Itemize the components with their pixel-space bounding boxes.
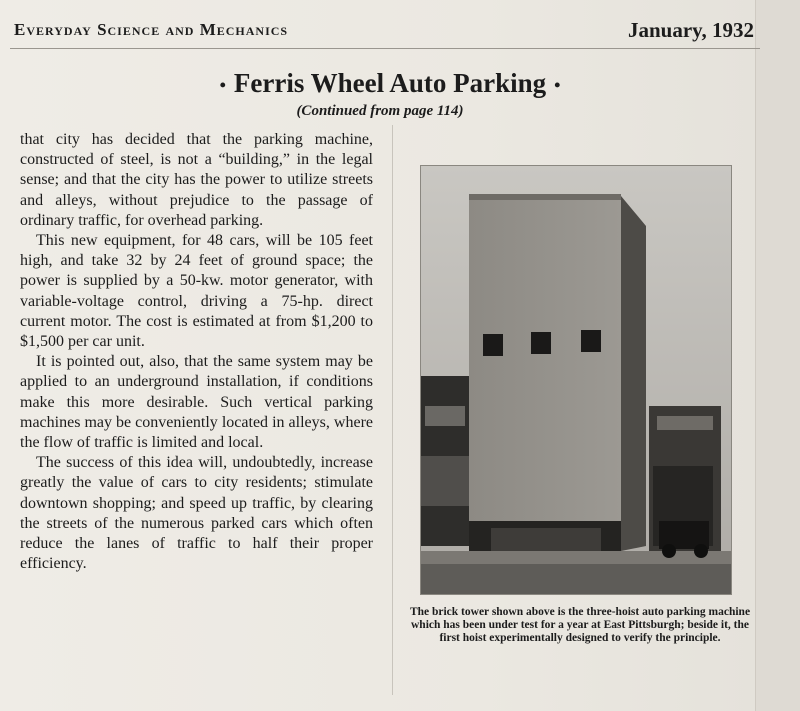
- paragraph-3: It is pointed out, also, that the same system may be applied to an underground installation, if conditions make this more desirable. Such vertical parking machines may be conveniently located in alleys, where the flow of traffic is limited and local.: [20, 353, 373, 452]
- paragraph-2: This new equipment, for 48 cars, will be 105 feet high, and take 32 by 24 feet of ground space; the power is supplied by a 50-kw. motor generator, with variable-voltage control, driving a 75-hp. direct current motor. The cost is estimated at from $1,200 to $1,500 per car unit.: [20, 232, 373, 351]
- running-head: [14, 18, 754, 48]
- article-body: [20, 130, 373, 574]
- title-bullet-right: •: [554, 75, 561, 96]
- article-title: [0, 68, 780, 99]
- magazine-name: Everyday Science and Mechanics: [14, 20, 289, 39]
- paragraph-4: The success of this idea will, undoubtedly, increase greatly the value of cars to city residents; stimulate downtown shopping; and speed up traffic, by clearing the streets of the numerous parked cars which often reduce the lanes of traffic to half their proper efficiency.: [20, 454, 373, 573]
- photo-caption: The brick tower shown above is the three-hoist auto parking machine which has been under test for a year at East Pittsburgh; beside it, the first hoist experimentally designed to verify the principle.: [409, 606, 751, 644]
- title-bullet-left: •: [219, 75, 226, 96]
- column-divider: [392, 125, 393, 695]
- article-title-text: Ferris Wheel Auto Parking: [233, 68, 547, 98]
- photo-illustration: [421, 166, 731, 594]
- paragraph-1: that city has decided that the parking machine, constructed of steel, is not a “building,” in the legal sense; and that the city has the power to utilize streets and alleys, without prejudice to the passage of ordinary traffic, for overhead parking.: [20, 131, 373, 229]
- parking-tower-photo: [420, 165, 732, 595]
- issue-date: January, 1932: [627, 18, 754, 42]
- header-rule: [10, 48, 760, 49]
- continued-note: (Continued from page 114): [296, 103, 464, 119]
- adjacent-page-edge: [755, 0, 800, 711]
